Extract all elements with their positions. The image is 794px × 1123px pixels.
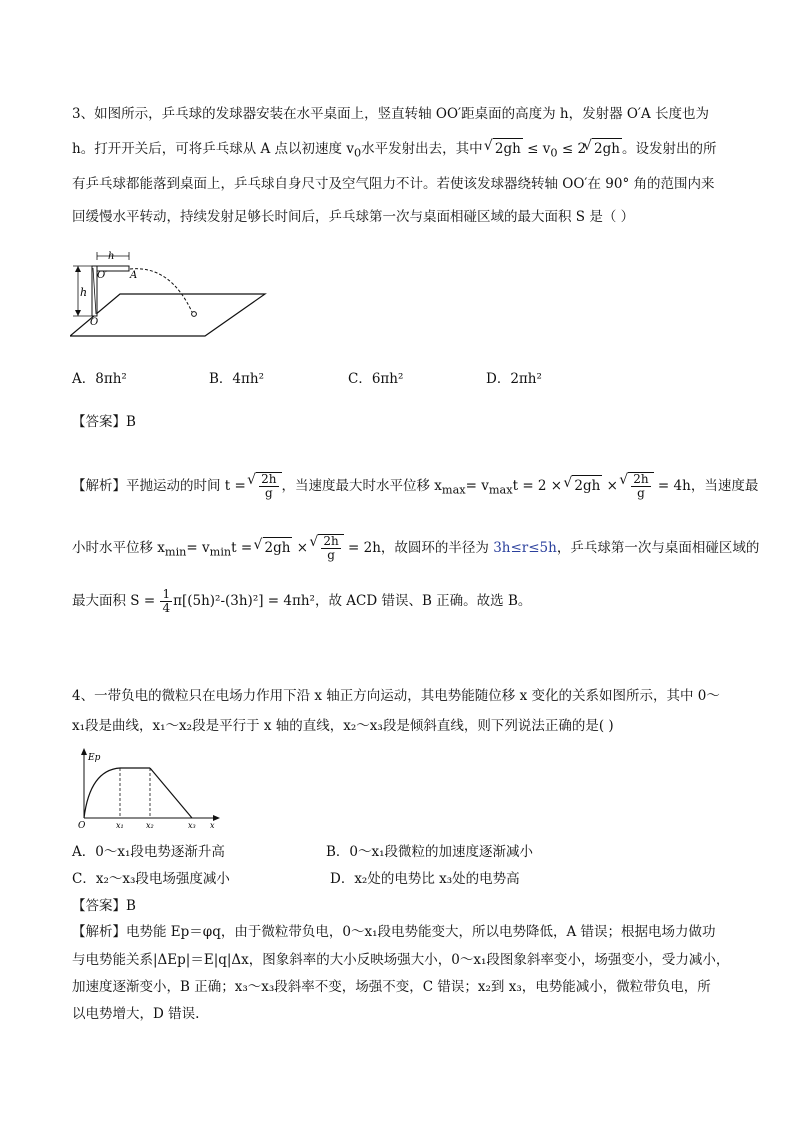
q3-option-d[interactable]: D．2πh² bbox=[486, 371, 542, 387]
q4-option-a[interactable]: A．0～x₁段电势逐渐升高 bbox=[72, 844, 225, 860]
q4-analysis-line-4: 以电势增大，D 错误. bbox=[72, 1006, 200, 1022]
graph-x3: x₃ bbox=[188, 821, 196, 830]
q3-analysis-line-2: 小时水平位移 $x_{min}= v_{min}t$ = √ 2gh × √ $\frac{2h}{g}$ = 2h，故圆环的半径为 3h≤r≤5h，乒乓球第一次与桌面相碰区域的 bbox=[72, 534, 759, 563]
q4-analysis-line-3: 加速度逐渐变小，B 正确；x₃～x₃段斜率不变，场强不变，C 错误；x₂到 x₃，电势能减小，微粒带负电，所 bbox=[72, 979, 711, 995]
graph-x: x bbox=[210, 821, 215, 830]
q3-stem-line-4: 回缓慢水平转动，持续发射足够长时间后，乒乓球第一次与桌面相碰区域的最大面积 S 是（ ） bbox=[72, 209, 635, 225]
sqrt-2gh: √ 2gh bbox=[493, 138, 523, 159]
fig-a: A bbox=[130, 270, 138, 281]
q4-option-d[interactable]: D．x₂处的电势比 x₃处的电势高 bbox=[330, 871, 520, 887]
fig-h-top: h bbox=[108, 251, 115, 262]
graph-origin: O bbox=[78, 821, 86, 831]
q4-option-c[interactable]: C．x₂～x₃段电场强度减小 bbox=[72, 871, 230, 887]
q4-stem-line-1: 4、一带负电的微粒只在电场力作用下沿 x 轴正方向运动，其电势能随位移 x 变化的关系如图所示，其中 0～ bbox=[72, 688, 720, 704]
q4-option-b[interactable]: B．0～x₁段微粒的加速度逐渐减小 bbox=[326, 844, 534, 860]
q4-stem-line-2: x₁段是曲线，x₁～x₂段是平行于 x 轴的直线，x₂～x₃段是倾斜直线，则下列说法正确的是( ) bbox=[72, 718, 614, 734]
fig-o: O bbox=[90, 317, 99, 328]
q3-analysis-line-1: 【解析】平抛运动的时间 t = √ $\frac{2h}{g}$ ，当速度最大时水平位移 $x_{max}= v_{max}t = 2$ × √ 2gh × √ $\frac{2h}{g}$ = 4h，当速度最 bbox=[72, 472, 758, 501]
q3-stem-line-1: 3、如图所示，乒乓球的发球器安装在水平桌面上，竖直转轴 OO′距桌面的高度为 h，发射器 O′A 长度也为 bbox=[72, 106, 710, 122]
q3-option-a[interactable]: A．8πh² bbox=[72, 371, 127, 387]
graph-x2: x₂ bbox=[146, 821, 154, 830]
graph-x1: x₁ bbox=[116, 821, 124, 830]
q3-option-c[interactable]: C．6πh² bbox=[348, 371, 404, 387]
q3-stem-line-2: h。打开开关后，可将乒乓球从 A 点以初速度 $v_0$水平发射出去，其中 √ $2gh \le v_0 \le 2√$ 2gh 。设发射出的所 bbox=[72, 138, 716, 164]
q3-answer: 【答案】B bbox=[72, 414, 136, 430]
graph-ylabel: Ep bbox=[88, 753, 101, 763]
q3-stem-line-3: 有乒乓球都能落到桌面上，乒乓球自身尺寸及空气阻力不计。若使该发球器绕转轴 OO′在 90° 角的范围内来 bbox=[72, 176, 715, 192]
q3-option-b[interactable]: B．4πh² bbox=[209, 371, 264, 387]
fig-h-left: h bbox=[80, 286, 88, 299]
q4-analysis-line-1: 【解析】电势能 Ep＝φq，由于微粒带负电，0～x₁段电势能变大，所以电势降低，A 错误；根据电场力做功 bbox=[72, 924, 716, 940]
q3-analysis-line-3: 最大面积 S = $\frac{1}{4}$ π[(5h)²-(3h)²] = 4πh²，故 ACD 错误、B 正确。故选 B。 bbox=[72, 587, 532, 615]
sqrt-2gh-2: √ 2gh bbox=[592, 138, 622, 159]
q4-analysis-line-2: 与电势能关系|ΔEp|＝E|q|Δx，图象斜率的大小反映场强大小，0～x₁段图象斜率变小，场强变小，受力减小， bbox=[72, 952, 730, 968]
q4-graph bbox=[74, 748, 224, 834]
fig-o-prime: O′ bbox=[97, 270, 108, 281]
q4-answer: 【答案】B bbox=[72, 898, 136, 914]
q3-figure bbox=[70, 250, 280, 345]
